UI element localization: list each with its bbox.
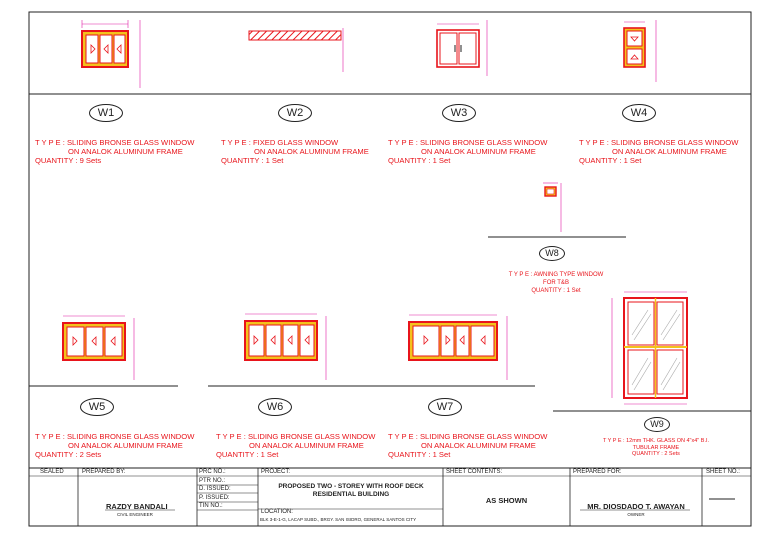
tin-label: TIN NO.:	[199, 503, 223, 509]
prc-label: PRC NO.:	[199, 469, 226, 475]
spec-frame: FOR T&B	[543, 280, 569, 286]
spec-frame: ON ANALOK ALUMINUM FRAME	[254, 147, 369, 156]
window-w1-elevation	[82, 20, 140, 88]
preparer-name: RAZDY BANDALI	[106, 502, 168, 511]
window-tag-w5: W5	[80, 398, 114, 416]
sheet-no-label: SHEET NO.:	[706, 469, 740, 475]
spec-quantity: QUANTITY : 2 Sets	[632, 451, 680, 457]
spec-type: T Y P E : SLIDING BRONSE GLASS WINDOW	[388, 432, 548, 441]
spec-frame: TUBULAR FRAME	[632, 444, 680, 451]
spec-type: T Y P E : AWNING TYPE WINDOW	[508, 272, 604, 278]
window-tag-w4: W4	[622, 104, 656, 122]
window-w4-elevation	[624, 20, 656, 82]
window-spec-w8	[484, 271, 628, 295]
spec-type: T Y P E : SLIDING BRONSE GLASS WINDOW	[35, 432, 195, 441]
ptr-label: PTR NO.:	[199, 478, 226, 484]
spec-quantity: QUANTITY : 1 Set	[221, 156, 284, 165]
spec-frame: ON ANALOK ALUMINUM FRAME	[421, 441, 536, 450]
window-w2-elevation	[249, 28, 343, 72]
spec-quantity: QUANTITY : 2 Sets	[35, 450, 102, 459]
project-line-2: RESIDENTIAL BUILDING	[312, 491, 390, 498]
project-title	[262, 483, 440, 499]
owner-name: MR. DIOSDADO T. AWAYAN	[587, 502, 685, 511]
window-tag-w2: W2	[278, 104, 312, 122]
project-label: PROJECT:	[261, 469, 291, 475]
spec-frame: ON ANALOK ALUMINUM FRAME	[249, 441, 364, 450]
window-spec-w6	[216, 432, 375, 459]
spec-frame: ON ANALOK ALUMINUM FRAME	[68, 441, 183, 450]
spec-quantity: QUANTITY : 1 Set	[579, 156, 642, 165]
spec-frame: ON ANALOK ALUMINUM FRAME	[421, 147, 536, 156]
sealed-label: SEALED	[40, 469, 64, 475]
window-w9-elevation	[612, 292, 687, 404]
location-label: LOCATION:	[261, 509, 293, 515]
spec-quantity: QUANTITY : 9 Sets	[35, 156, 102, 165]
window-tag-w6: W6	[258, 398, 292, 416]
spec-quantity: QUANTITY : 1 Set	[531, 288, 581, 294]
spec-frame: ON ANALOK ALUMINUM FRAME	[68, 147, 183, 156]
spec-type: T Y P E : SLIDING BRONSE GLASS WINDOW	[216, 432, 376, 441]
window-spec-w4	[579, 138, 738, 165]
spec-quantity: QUANTITY : 1 Set	[216, 450, 279, 459]
window-tag-w7: W7	[428, 398, 462, 416]
sheet-contents-value: AS SHOWN	[485, 496, 528, 505]
p-issued-label: P. ISSUED:	[199, 495, 230, 501]
prepared-for-label: PREPARED FOR:	[573, 469, 622, 475]
window-w8-elevation	[543, 183, 561, 232]
window-spec-w5	[35, 432, 194, 459]
spec-type: T Y P E : SLIDING BRONSE GLASS WINDOW	[35, 138, 195, 147]
window-tag-w3: W3	[442, 104, 476, 122]
window-w5-elevation	[63, 316, 134, 380]
spec-type: T Y P E : 12mm THK. GLASS ON 4"x4" B.I.	[602, 438, 710, 444]
window-w7-elevation	[409, 315, 507, 380]
window-spec-w2	[221, 138, 369, 165]
spec-type: T Y P E : FIXED GLASS WINDOW	[221, 138, 339, 147]
spec-type: T Y P E : SLIDING BRONSE GLASS WINDOW	[579, 138, 739, 147]
window-w6-elevation	[245, 314, 326, 380]
window-tag-w8: W8	[539, 246, 565, 261]
prepared-by-label: PREPARED BY:	[82, 469, 126, 475]
window-spec-w7	[388, 432, 547, 459]
d-issued-label: D. ISSUED:	[199, 486, 231, 492]
spec-quantity: QUANTITY : 1 Set	[388, 450, 451, 459]
window-spec-w9	[594, 438, 718, 458]
spec-frame: ON ANALOK ALUMINUM FRAME	[612, 147, 727, 156]
preparer-title: CIVIL ENGINEER	[117, 512, 153, 517]
spec-type: T Y P E : SLIDING BRONSE GLASS WINDOW	[388, 138, 548, 147]
window-spec-w1	[35, 138, 194, 165]
location-value: BLK 3-E-1-G, LACAP SUBD., BRGY. SAN ISIDRO, GENERAL SANTOS CITY	[260, 517, 417, 522]
spec-quantity: QUANTITY : 1 Set	[388, 156, 451, 165]
window-spec-w3	[388, 138, 547, 165]
window-tag-w1: W1	[89, 104, 123, 122]
sheet-contents-label: SHEET CONTENTS:	[446, 469, 503, 475]
window-tag-w9: W9	[644, 417, 670, 432]
project-line-1: PROPOSED TWO - STOREY WITH ROOF DECK	[278, 483, 424, 490]
owner-title: OWNER	[627, 512, 645, 517]
window-w3-elevation	[437, 20, 487, 76]
